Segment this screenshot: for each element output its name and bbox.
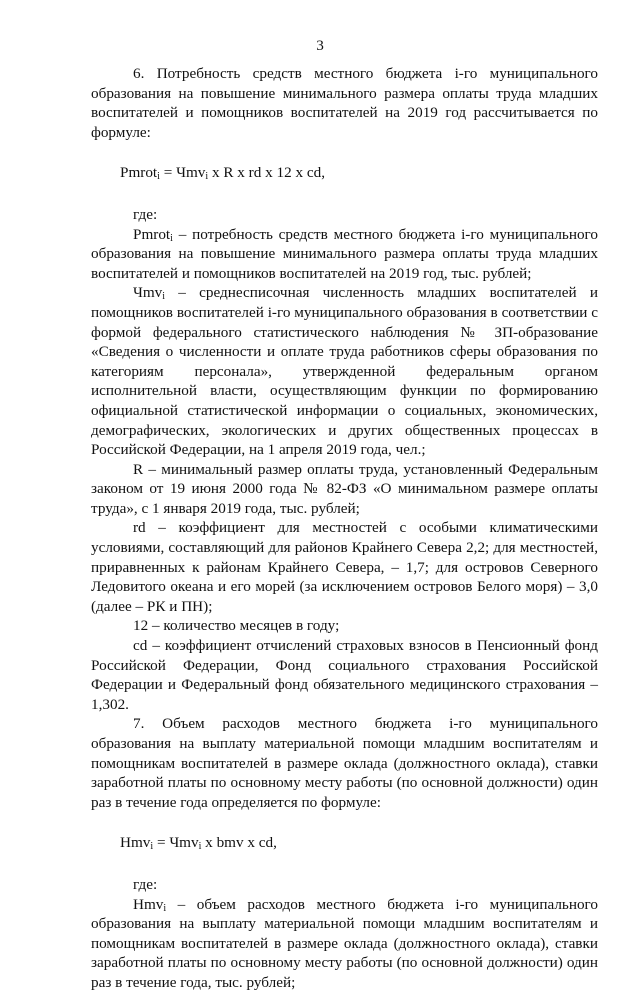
symbol-subscript: i	[163, 902, 167, 914]
paragraph-7: 7. Объем расходов местного бюджета i-го муниципального образования на выплату материальной помощи младшим воспитателям и помощникам воспитателей в размере оклада (должностного оклада), ставки заработной платы по основному месту работы (по основной должности) один раз в течение года определяется по формуле:	[91, 715, 598, 811]
definition-12: 12 – количество месяцев в году;	[133, 617, 340, 635]
formula-eq: = Чmv	[153, 834, 199, 852]
formula-subscript: i	[198, 841, 202, 853]
symbol: Hmv	[133, 895, 164, 913]
definition-r: R – минимальный размер оплаты труда, установленный Федеральным законом от 19 июня 2000 года № 82-ФЗ «О минимальном размере оплаты труда», с 1 января 2019 года, тыс. рублей;	[91, 460, 598, 517]
definition-rd: rd – коэффициент для местностей с особыми климатическими условиями, составляющий для районов Крайнего Севера 2,2; для местностей, приравненных к районам Крайнего Севера, – 1,7; для островов Северного Ледовитого океана и его морей (за исключением островов Белого моря) – 3,0 (далее – РК и ПН);	[91, 519, 598, 615]
definition-chmv	[91, 283, 598, 459]
definition-hmv	[91, 895, 598, 993]
formula-lhs: Pmrot	[120, 164, 158, 182]
where-label: где:	[133, 875, 158, 893]
where-label: где:	[133, 205, 158, 223]
symbol-subscript: i	[170, 232, 173, 244]
formula-hmv	[91, 833, 598, 853]
definition-pmrot	[91, 225, 598, 284]
definition-cd: cd – коэффициент отчислений страховых взносов в Пенсионный фонд Российской Федерации, Фонд социального страхования Российской Федерации и Федеральный фонд обязательного медицинского страхования – 1,302.	[91, 637, 598, 713]
formula-subscript: i	[157, 171, 160, 183]
formula-rhs: x R x rd x 12 x cd,	[208, 164, 325, 182]
formula-lhs: Hmv	[120, 834, 151, 852]
formula-subscript: i	[150, 841, 154, 853]
paragraph-6: 6. Потребность средств местного бюджета i-го муниципального образования на повышение минимального размера оплаты труда младших воспитателей и помощников воспитателей на 2019 год рассчитывается по формуле:	[91, 65, 598, 141]
formula-eq: = Чmv	[159, 164, 206, 182]
definition-text: – объем расходов местного бюджета i-го муниципального образования на выплату материальной помощи младшим воспитателям и помощникам воспитателей в размере оклада (должностного оклада), ставки заработной платы по основному месту работы (по основной должности) один раз в течение года, тыс. рублей;	[91, 895, 598, 991]
page-number: 3	[316, 37, 324, 54]
formula-pmrot	[91, 163, 598, 183]
document-body	[91, 64, 598, 993]
formula-rhs: x bmv x cd,	[201, 834, 277, 852]
symbol-subscript: i	[162, 291, 166, 303]
symbol: Чmv	[133, 284, 163, 302]
definition-text: – среднесписочная численность младших воспитателей и помощников воспитателей i-го муниципального образования в соответствии с формой федерального статистического наблюдения № ЗП-образование «Сведения о численности и оплате труда работников сферы образования по категориям персонала», утвержденной федеральным органом исполнительной власти, осуществляющим функции по формированию официальной статистической информации о социальных, экономических, демографических, экологических и других общественных процессах в Российской Федерации, на 1 апреля 2019 года, чел.;	[91, 284, 598, 459]
definition-text: – потребность средств местного бюджета i-го муниципального образования на повышение минимального размера оплаты труда младших воспитателей и помощников воспитателей на 2019 год, тыс. рублей;	[91, 225, 598, 282]
formula-subscript: i	[205, 171, 209, 183]
symbol: Pmrot	[133, 225, 171, 243]
